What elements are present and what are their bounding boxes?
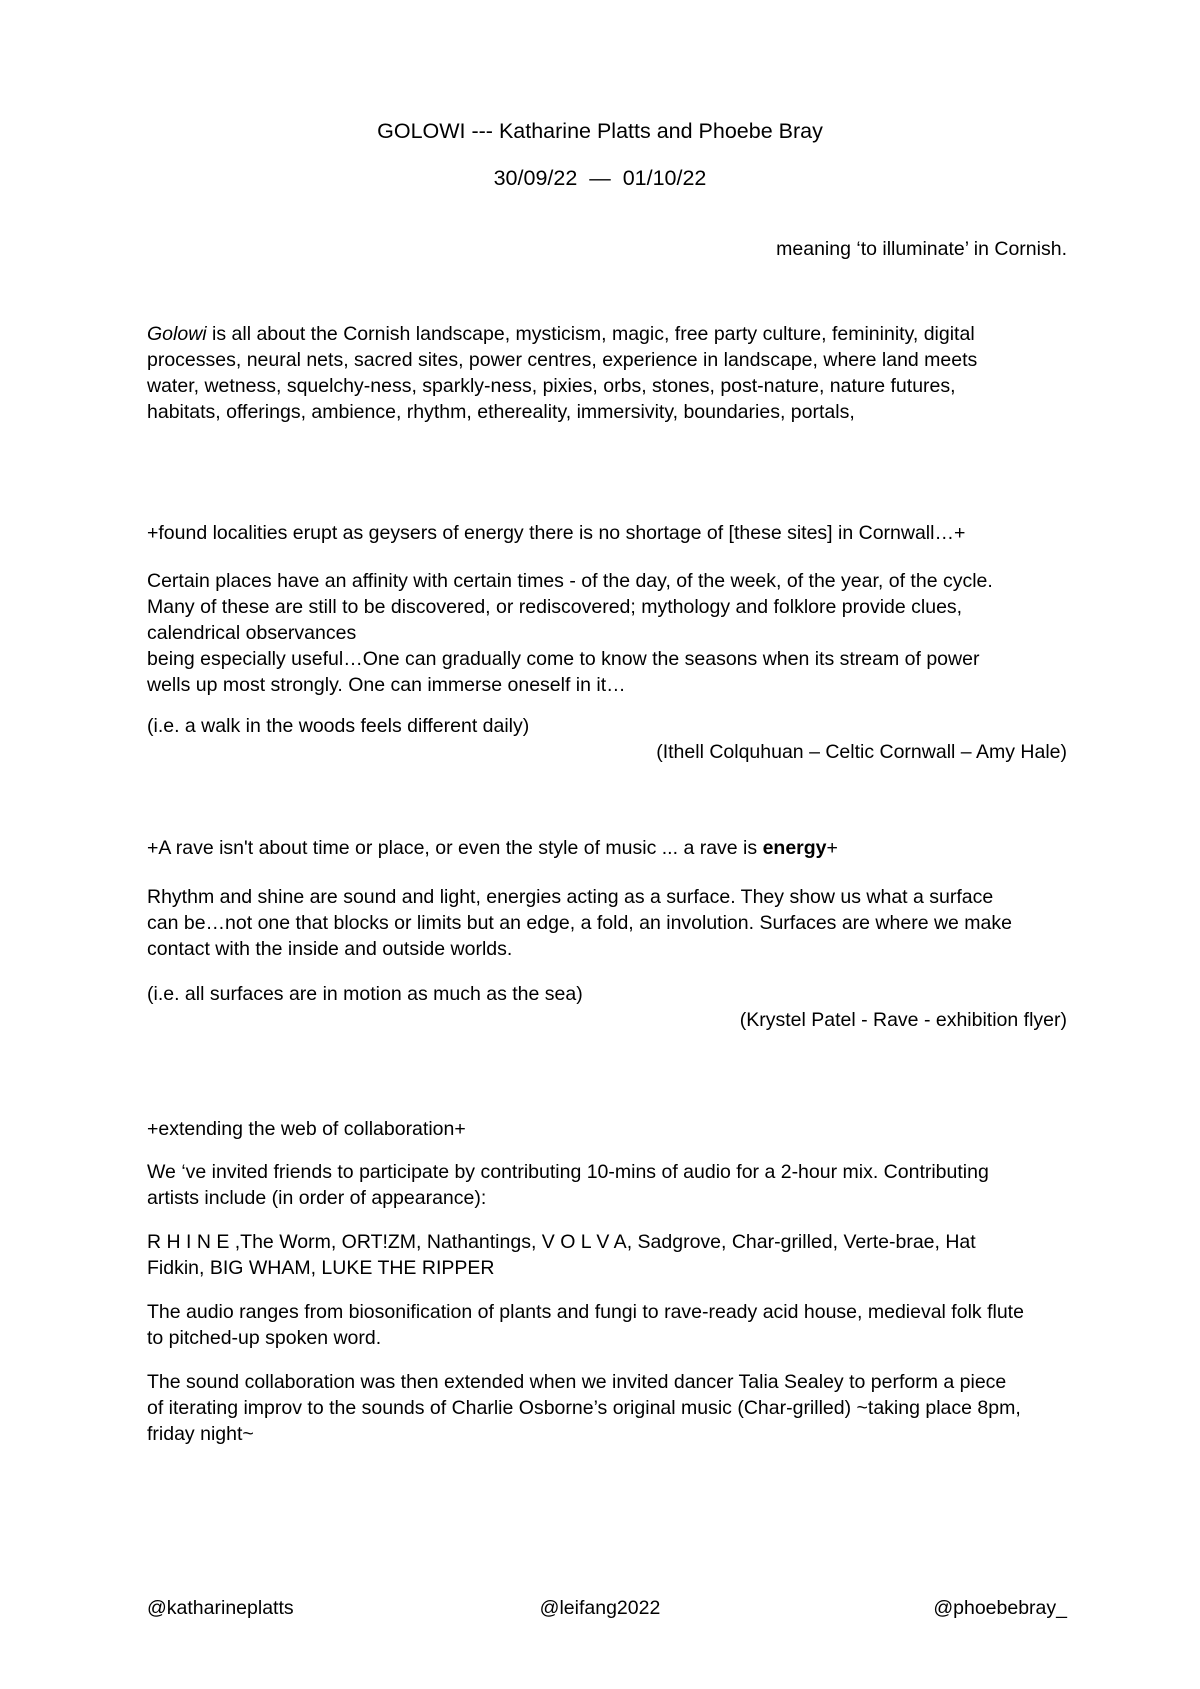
section3-audio-line-2: to pitched-up spoken word.	[147, 1327, 382, 1349]
section1-quote	[147, 568, 1077, 698]
section2-quote	[147, 884, 1077, 962]
footer-handle-right: @phoebebray_	[933, 1597, 1067, 1619]
section2-quote-line-3: contact with the inside and outside worlds.	[147, 938, 513, 960]
date-separator: —	[589, 166, 611, 190]
intro-line-1	[147, 321, 1077, 347]
date-start: 30/09/22	[493, 166, 578, 190]
section1-quote-line-3: calendrical observances	[147, 622, 357, 644]
section3-invite-line-1: We ‘ve invited friends to participate by contributing 10-mins of audio for a 2-hour mix. Contributing	[147, 1161, 989, 1183]
section1-quote-line-1: Certain places have an affinity with certain times - of the day, of the week, of the year, of the cycle.	[147, 570, 993, 592]
date-range	[0, 165, 1200, 191]
section1-quote-line-2: Many of these are still to be discovered, or rediscovered; mythology and folklore provide clues,	[147, 596, 963, 618]
intro-lead-italic: Golowi	[147, 323, 207, 345]
section2-heading-bold: energy	[762, 837, 827, 859]
section3-artists-line-2: Fidkin, BIG WHAM, LUKE THE RIPPER	[147, 1257, 495, 1279]
section3-invite-line-2: artists include (in order of appearance):	[147, 1187, 487, 1209]
footer-handle-center: @leifang2022	[539, 1597, 661, 1619]
intro-paragraph	[147, 321, 1077, 425]
section2-citation: (Krystel Patel - Rave - exhibition flyer)	[739, 1009, 1067, 1031]
section2-aside: (i.e. all surfaces are in motion as much as the sea)	[147, 983, 583, 1005]
section2-heading	[147, 835, 838, 861]
section3-audio	[147, 1299, 1077, 1351]
section3-invite	[147, 1159, 1077, 1211]
section3-dance-line-1: The sound collaboration was then extended when we invited dancer Talia Sealey to perform a piece	[147, 1371, 1007, 1393]
section1-quote-line-5: wells up most strongly. One can immerse oneself in it…	[147, 674, 626, 696]
section3-heading: +extending the web of collaboration+	[147, 1118, 466, 1140]
footer-handle-left: @katharineplatts	[147, 1597, 294, 1619]
intro-line-3: water, wetness, squelchy-ness, sparkly-ness, pixies, orbs, stones, post-nature, nature futures,	[147, 375, 956, 397]
intro-line-4: habitats, offerings, ambience, rhythm, ethereality, immersivity, boundaries, portals,	[147, 401, 855, 423]
section3-artists-line-1: R H I N E ,The Worm, ORT!ZM, Nathantings, V O L V A, Sadgrove, Char-grilled, Verte-brae, Hat	[147, 1231, 976, 1253]
section2-quote-line-1: Rhythm and shine are sound and light, energies acting as a surface. They show us what a surface	[147, 886, 994, 908]
section2-quote-line-2: can be…not one that blocks or limits but an edge, a fold, an involution. Surfaces are where we make	[147, 912, 1012, 934]
section2-heading-post: +	[826, 837, 838, 859]
intro-line-2: processes, neural nets, sacred sites, power centres, experience in landscape, where land meets	[147, 349, 978, 371]
section1-citation: (Ithell Colquhuan – Celtic Cornwall – Amy Hale)	[656, 741, 1067, 763]
document-title: GOLOWI --- Katharine Platts and Phoebe Bray	[377, 119, 823, 143]
section1-aside: (i.e. a walk in the woods feels different daily)	[147, 715, 530, 737]
section1-heading: +found localities erupt as geysers of energy there is no shortage of [these sites] in Cornwall…+	[147, 522, 966, 544]
section3-dance	[147, 1369, 1077, 1447]
section3-artists	[147, 1229, 1077, 1281]
title-meaning: meaning ‘to illuminate’ in Cornish.	[776, 238, 1067, 260]
section1-quote-line-4: being especially useful…One can gradually come to know the seasons when its stream of power	[147, 648, 980, 670]
date-end: 01/10/22	[622, 166, 707, 190]
section3-dance-line-2: of iterating improv to the sounds of Charlie Osborne’s original music (Char-grilled) ~taking place 8pm,	[147, 1397, 1021, 1419]
section3-dance-line-3: friday night~	[147, 1423, 254, 1445]
section2-heading-pre: +A rave isn't about time or place, or even the style of music ... a rave is	[147, 837, 763, 859]
section3-audio-line-1: The audio ranges from biosonification of plants and fungi to rave-ready acid house, medieval folk flute	[147, 1301, 1024, 1323]
intro-line-1-rest: is all about the Cornish landscape, mysticism, magic, free party culture, femininity, digital	[206, 323, 975, 345]
